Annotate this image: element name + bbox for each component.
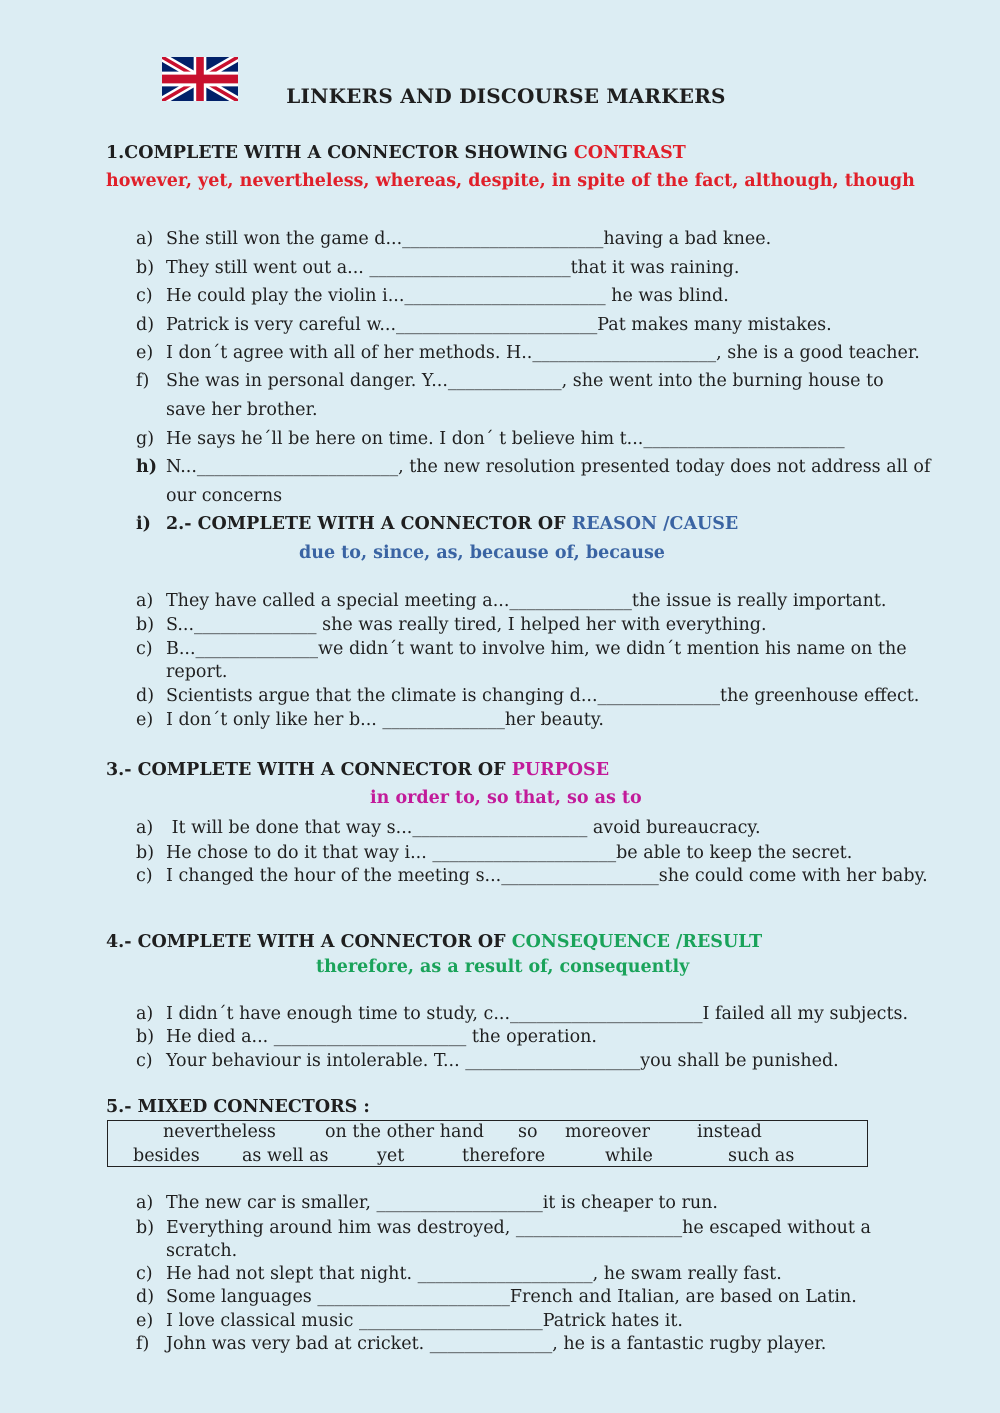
section-2-heading-keyword: REASON /CAUSE: [571, 514, 739, 534]
item-label: b): [136, 258, 155, 278]
section-3-word-list: in order to, so that, so as to: [370, 788, 642, 808]
s1-item-g: [136, 429, 845, 449]
item-label: d): [136, 686, 155, 706]
s2-item-d: [136, 686, 919, 706]
s1-item-b: [136, 258, 739, 278]
word-box-item: as well as: [242, 1146, 329, 1166]
s4-item-a: [136, 1004, 908, 1024]
item-text: I don´t agree with all of her methods. H.._____________________, she is a good teacher.: [166, 343, 920, 363]
s5-item-f: [136, 1334, 826, 1354]
item-label: f): [136, 371, 150, 391]
s3-item-b: [136, 843, 852, 863]
item-text: It will be done that way s...____________________ avoid bureaucracy.: [166, 818, 761, 838]
s5-item-b-continued: scratch.: [166, 1241, 238, 1261]
word-box-item: yet: [377, 1146, 405, 1166]
item-label: a): [136, 229, 154, 249]
s1-item-f: [136, 371, 884, 391]
item-text: They have called a special meeting a...______________the issue is really important.: [166, 591, 887, 611]
item-text: I don´t only like her b... ______________her beauty.: [166, 710, 604, 730]
item-label: g): [136, 429, 155, 449]
item-label: a): [136, 1193, 154, 1213]
item-label: b): [136, 843, 155, 863]
word-box-item: moreover: [565, 1122, 650, 1142]
section-3-heading: [106, 760, 609, 780]
section-1-heading-keyword: CONTRAST: [573, 143, 686, 163]
s2-item-a: [136, 591, 886, 611]
item-label: a): [136, 1004, 154, 1024]
s5-item-d: [136, 1287, 857, 1307]
item-text: S...______________ she was really tired, I helped her with everything.: [166, 615, 767, 635]
section-1-heading-text: 1.COMPLETE WITH A CONNECTOR SHOWING: [106, 143, 574, 163]
word-box-item: such as: [728, 1146, 795, 1166]
item-label: f): [136, 1334, 150, 1354]
item-text: Everything around him was destroyed, ___________________he escaped without a: [166, 1218, 871, 1238]
item-text: He could play the violin i..._______________________ he was blind.: [166, 286, 729, 306]
item-text: B...______________we didn´t want to involve him, we didn´t mention his name on the: [166, 639, 907, 659]
item-text: N..._______________________, the new resolution presented today does not address all of: [166, 457, 931, 477]
word-box-item: instead: [697, 1122, 762, 1142]
item-text: Patrick is very careful w..._______________________Pat makes many mistakes.: [166, 315, 832, 335]
item-text: Some languages ______________________French and Italian, are based on Latin.: [166, 1287, 857, 1307]
item-text: I love classical music _____________________Patrick hates it.: [166, 1311, 683, 1331]
word-box-item: nevertheless: [163, 1122, 276, 1142]
s1-item-e: [136, 343, 920, 363]
word-box-item: so: [518, 1122, 538, 1142]
s4-item-b: [136, 1027, 597, 1047]
section-4-word-list: therefore, as a result of, consequently: [316, 957, 690, 977]
item-text: He says he´ll be here on time. I don´ t believe him t..._______________________: [166, 429, 845, 449]
section-4-heading-keyword: CONSEQUENCE /RESULT: [511, 932, 763, 952]
section-3-heading-text: 3.- COMPLETE WITH A CONNECTOR OF: [106, 760, 512, 780]
item-label: c): [136, 866, 153, 886]
s1-item-f-continued: save her brother.: [166, 400, 318, 420]
item-text: The new car is smaller, ___________________it is cheaper to run.: [166, 1193, 718, 1213]
s2-item-b: [136, 615, 767, 635]
item-label: e): [136, 710, 154, 730]
section-4-heading: [106, 932, 762, 952]
s2-item-e: [136, 710, 604, 730]
s5-item-b: [136, 1218, 871, 1238]
section-3-heading-keyword: PURPOSE: [511, 760, 610, 780]
s1-item-h-continued: our concerns: [166, 486, 283, 506]
section-4-heading-text: 4.- COMPLETE WITH A CONNECTOR OF: [106, 932, 512, 952]
s2-item-c-continued: report.: [166, 662, 228, 682]
word-box-item: besides: [133, 1146, 200, 1166]
word-box-item: while: [605, 1146, 653, 1166]
s2-item-c: [136, 639, 907, 659]
item-label: c): [136, 1051, 153, 1071]
s1-item-c: [136, 286, 729, 306]
item-text: He died a... ______________________ the operation.: [166, 1027, 597, 1047]
item-label: a): [136, 591, 154, 611]
item-label: c): [136, 286, 153, 306]
item-text: I changed the hour of the meeting s...__________________she could come with her baby.: [166, 866, 928, 886]
item-label: a): [136, 818, 154, 838]
section-2-word-list: due to, since, as, because of, because: [299, 543, 665, 563]
s3-item-a: [136, 818, 761, 838]
item-label: b): [136, 1027, 155, 1047]
word-box-item: therefore: [462, 1146, 546, 1166]
item-text: Scientists argue that the climate is changing d...______________the greenhouse effect.: [166, 686, 920, 706]
item-text: They still went out a... _______________________that it was raining.: [166, 258, 740, 278]
page-title: LINKERS AND DISCOURSE MARKERS: [286, 84, 726, 108]
s1-item-h: [136, 457, 930, 477]
item-text: She still won the game d..._______________________having a bad knee.: [166, 229, 772, 249]
item-label: d): [136, 315, 155, 335]
s1-item-d: [136, 315, 832, 335]
section-5-heading: 5.- MIXED CONNECTORS :: [106, 1097, 370, 1117]
item-label: e): [136, 1311, 154, 1331]
item-label: b): [136, 1218, 155, 1238]
item-text: John was very bad at cricket. ______________, he is a fantastic rugby player.: [166, 1334, 827, 1354]
section-2-heading-text: 2.- COMPLETE WITH A CONNECTOR OF: [166, 514, 572, 534]
word-box-item: on the other hand: [325, 1122, 484, 1142]
item-label: c): [136, 1264, 153, 1284]
s5-item-e: [136, 1311, 683, 1331]
item-text: He had not slept that night. ____________________, he swam really fast.: [166, 1264, 782, 1284]
s1-item-a: [136, 229, 771, 249]
item-label: h): [136, 457, 158, 477]
item-label: c): [136, 639, 153, 659]
item-text: He chose to do it that way i... _____________________be able to keep the secret.: [166, 843, 853, 863]
item-label: d): [136, 1287, 155, 1307]
section-1-word-list: however, yet, nevertheless, whereas, despite, in spite of the fact, although, though: [106, 171, 915, 191]
section-2-heading: [136, 514, 738, 534]
s5-item-c: [136, 1264, 782, 1284]
s3-item-c: [136, 866, 928, 886]
item-label: i): [136, 514, 151, 534]
item-label: e): [136, 343, 154, 363]
item-text: She was in personal danger. Y..._____________, she went into the burning house to: [166, 371, 884, 391]
item-label: b): [136, 615, 155, 635]
s4-item-c: [136, 1051, 839, 1071]
item-text: Your behaviour is intolerable. T... ____________________you shall be punished.: [166, 1051, 839, 1071]
s5-item-a: [136, 1193, 718, 1213]
section-1-heading: [106, 143, 686, 163]
item-text: I didn´t have enough time to study, c...______________________I failed all my subjects.: [166, 1004, 909, 1024]
